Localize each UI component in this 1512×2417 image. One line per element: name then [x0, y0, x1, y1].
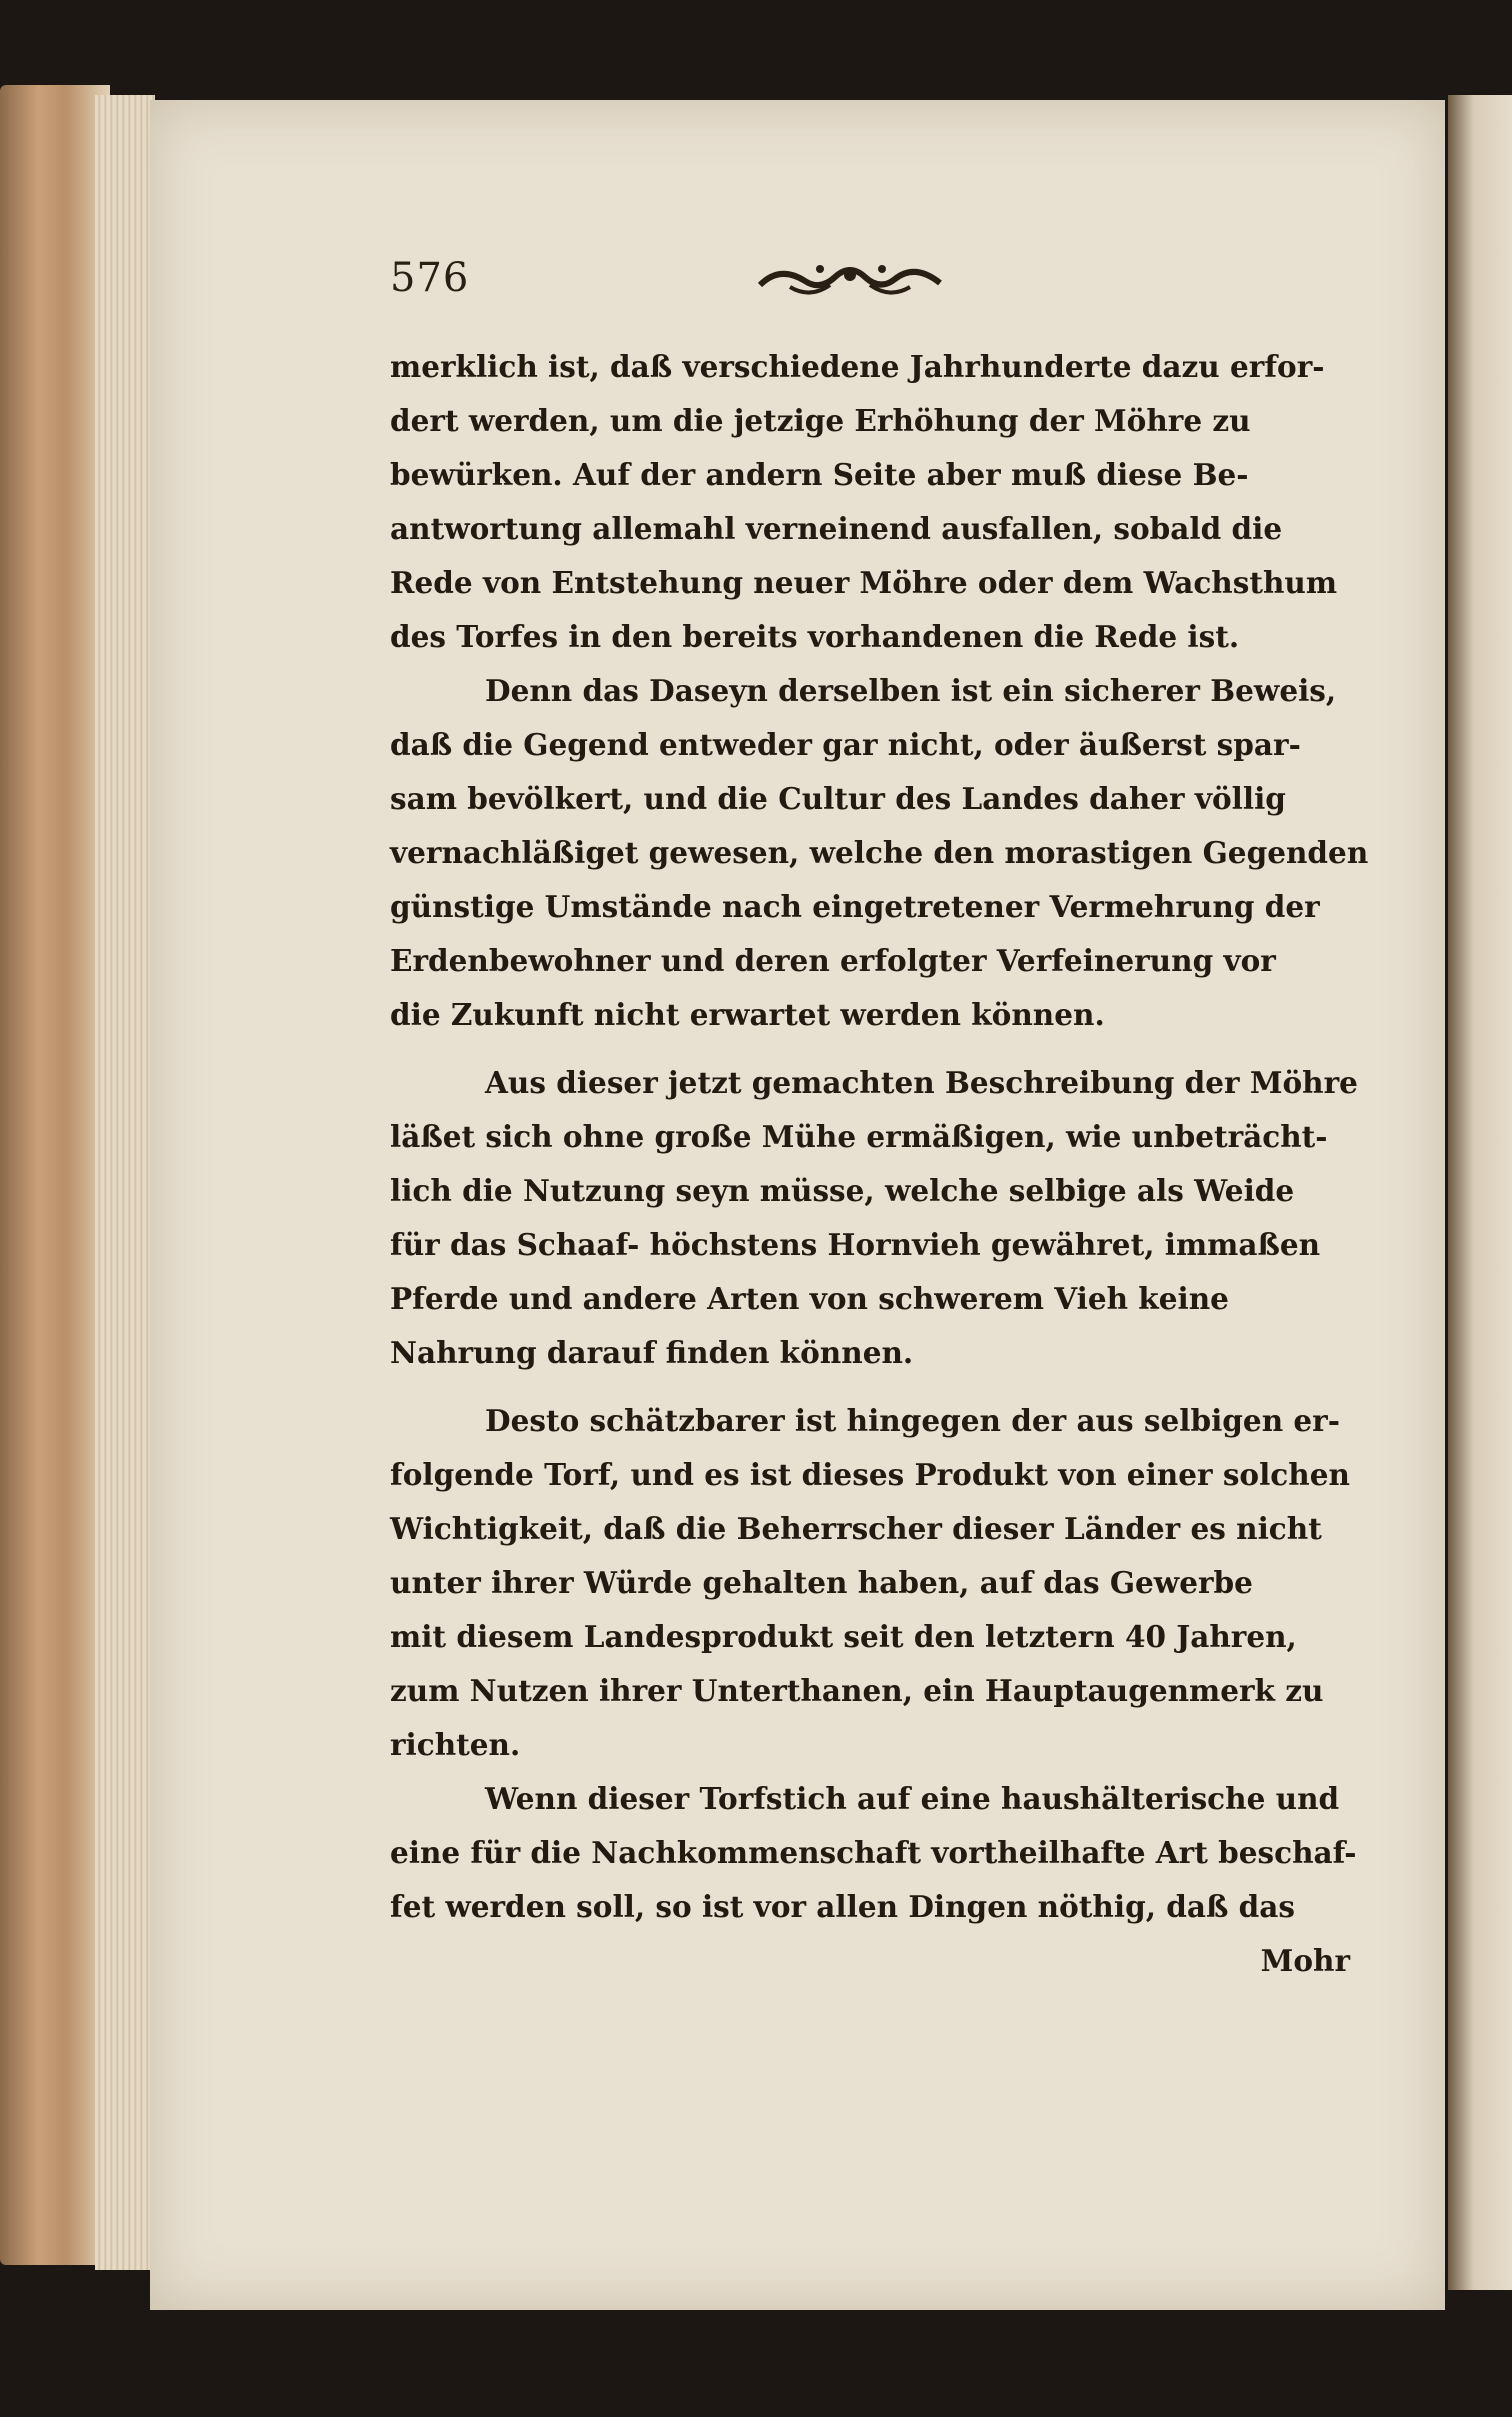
catchword: Mohr	[1260, 1943, 1350, 1978]
text-line: günstige Umstände nach eingetretener Vermehrung der	[390, 889, 1320, 924]
text-line: läßet sich ohne große Mühe ermäßigen, wie unbeträcht-	[390, 1119, 1328, 1154]
text-line: richten.	[390, 1727, 521, 1762]
text-line: daß die Gegend entweder gar nicht, oder äußerst spar-	[390, 727, 1301, 762]
page-header	[390, 255, 1000, 315]
text-line: Nahrung darauf finden können.	[390, 1335, 914, 1370]
ornament-icon	[750, 255, 950, 303]
paragraph-start: Wenn dieser Torfstich auf eine haushälterische und	[485, 1781, 1340, 1816]
text-line: Erdenbewohner und deren erfolgter Verfeinerung vor	[390, 943, 1276, 978]
page-number: 576	[390, 255, 470, 301]
text-line: Pferde und andere Arten von schwerem Vieh keine	[390, 1281, 1229, 1316]
text-line: des Torfes in den bereits vorhandenen die Rede ist.	[390, 619, 1240, 654]
facing-page-edge	[1448, 95, 1512, 2290]
text-line: folgende Torf, und es ist dieses Produkt von einer solchen	[390, 1457, 1350, 1492]
text-line: merklich ist, daß verschiedene Jahrhunderte dazu erfor-	[390, 349, 1325, 384]
text-line: für das Schaaf- höchstens Hornvieh gewähret, immaßen	[390, 1227, 1321, 1262]
text-line: zum Nutzen ihrer Unterthanen, ein Hauptaugenmerk zu	[390, 1673, 1324, 1708]
paragraph-start: Aus dieser jetzt gemachten Beschreibung der Möhre	[485, 1065, 1358, 1100]
text-line: dert werden, um die jetzige Erhöhung der Möhre zu	[390, 403, 1251, 438]
text-line: unter ihrer Würde gehalten haben, auf das Gewerbe	[390, 1565, 1253, 1600]
text-line: fet werden soll, so ist vor allen Dingen nöthig, daß das	[390, 1889, 1296, 1924]
text-line: Wichtigkeit, daß die Beherrscher dieser Länder es nicht	[390, 1511, 1322, 1546]
text-line: mit diesem Landesprodukt seit den letztern 40 Jahren,	[390, 1619, 1297, 1654]
paragraph-start: Denn das Daseyn derselben ist ein sicherer Beweis,	[485, 673, 1337, 708]
text-line: antwortung allemahl verneinend ausfallen, sobald die	[390, 511, 1283, 546]
book-fore-edge	[0, 85, 110, 2265]
text-line: bewürken. Auf der andern Seite aber muß diese Be-	[390, 457, 1249, 492]
text-line: die Zukunft nicht erwartet werden können.	[390, 997, 1105, 1032]
text-line: Rede von Entstehung neuer Möhre oder dem Wachsthum	[390, 565, 1338, 600]
paragraph-start: Desto schätzbarer ist hingegen der aus selbigen er-	[485, 1403, 1340, 1438]
body-text	[390, 340, 1369, 1988]
text-line: eine für die Nachkommenschaft vortheilhafte Art beschaf-	[390, 1835, 1357, 1870]
page-stack	[95, 95, 155, 2270]
text-line: vernachläßiget gewesen, welche den morastigen Gegenden	[390, 835, 1369, 870]
text-line: lich die Nutzung seyn müsse, welche selbige als Weide	[390, 1173, 1295, 1208]
text-line: sam bevölkert, und die Cultur des Landes daher völlig	[390, 781, 1286, 816]
